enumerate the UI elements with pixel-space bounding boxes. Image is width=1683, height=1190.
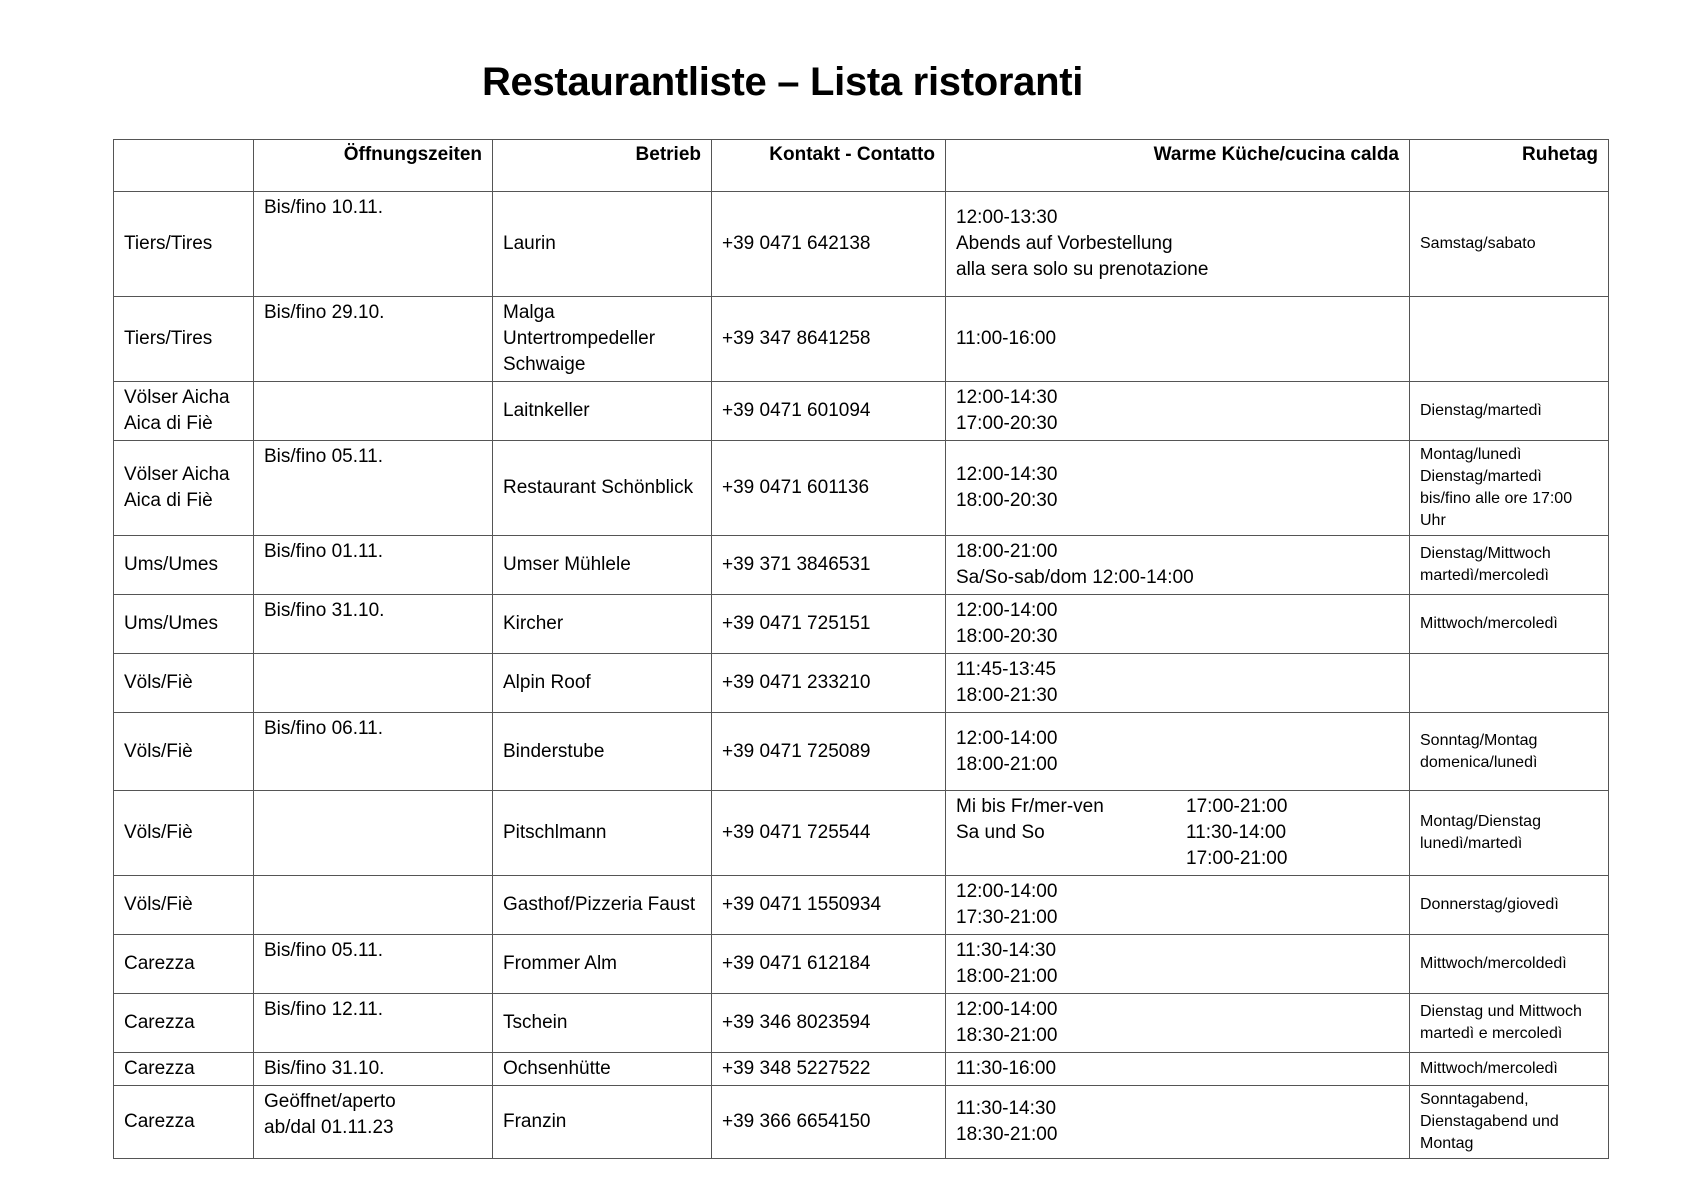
- business-cell: Frommer Alm: [493, 935, 712, 994]
- header-rest-day: Ruhetag: [1410, 140, 1609, 192]
- rest-day-cell: Dienstag/Mittwoch martedì/mercoledì: [1410, 536, 1609, 595]
- table-header: [114, 140, 1609, 192]
- table-row: [114, 1086, 1609, 1159]
- place-cell: Völs/Fiè: [114, 654, 254, 713]
- business-cell: Umser Mühlele: [493, 536, 712, 595]
- contact-cell: +39 347 8641258: [712, 297, 946, 382]
- rest-day-cell: Samstag/sabato: [1410, 192, 1609, 297]
- business-cell: Pitschlmann: [493, 791, 712, 876]
- opening-hours-cell: Bis/fino 06.11.: [254, 713, 493, 791]
- schedule-time: 11:30-14:00: [1186, 822, 1287, 843]
- hot-kitchen-cell: 12:00-13:30 Abends auf Vorbestellung alla sera solo su prenotazione: [946, 192, 1410, 297]
- place-cell: Tiers/Tires: [114, 297, 254, 382]
- hot-kitchen-cell: 12:00-14:00 18:00-21:00: [946, 713, 1410, 791]
- contact-cell: +39 0471 1550934: [712, 876, 946, 935]
- hot-kitchen-cell: 11:30-14:30 18:30-21:00: [946, 1086, 1410, 1159]
- schedule-time: 17:00-21:00: [1186, 848, 1288, 869]
- opening-hours-cell: [254, 791, 493, 876]
- place-cell: Carezza: [114, 935, 254, 994]
- place-cell: Ums/Umes: [114, 595, 254, 654]
- rest-day-cell: [1410, 654, 1609, 713]
- table-row: [114, 297, 1609, 382]
- business-cell: Ochsenhütte: [493, 1053, 712, 1086]
- table-row: [114, 441, 1609, 536]
- header-contact: Kontakt - Contatto: [712, 140, 946, 192]
- header-row: [114, 140, 1609, 192]
- opening-hours-cell: Bis/fino 31.10.: [254, 1053, 493, 1086]
- place-cell: Völs/Fiè: [114, 876, 254, 935]
- place-cell: Tiers/Tires: [114, 192, 254, 297]
- contact-cell: +39 346 8023594: [712, 994, 946, 1053]
- contact-cell: +39 366 6654150: [712, 1086, 946, 1159]
- table-row: [114, 935, 1609, 994]
- hot-kitchen-cell: 12:00-14:30 17:00-20:30: [946, 382, 1410, 441]
- table-row: [114, 876, 1609, 935]
- business-cell: Restaurant Schönblick: [493, 441, 712, 536]
- opening-hours-cell: Bis/fino 31.10.: [254, 595, 493, 654]
- business-cell: Malga Untertrompedeller Schwaige: [493, 297, 712, 382]
- schedule-label: [956, 846, 1186, 872]
- hot-kitchen-cell: 12:00-14:00 17:30-21:00: [946, 876, 1410, 935]
- business-cell: Laitnkeller: [493, 382, 712, 441]
- business-cell: Gasthof/Pizzeria Faust: [493, 876, 712, 935]
- contact-cell: +39 0471 725151: [712, 595, 946, 654]
- contact-cell: +39 371 3846531: [712, 536, 946, 595]
- hot-kitchen-cell: 12:00-14:00 18:30-21:00: [946, 994, 1410, 1053]
- header-place: [114, 140, 254, 192]
- schedule-label: Mi bis Fr/mer-ven: [956, 796, 1104, 817]
- place-cell: Carezza: [114, 1086, 254, 1159]
- rest-day-cell: Montag/Dienstag lunedì/martedì: [1410, 791, 1609, 876]
- page-title: Restaurantliste – Lista ristoranti: [481, 60, 1084, 104]
- contact-cell: +39 0471 233210: [712, 654, 946, 713]
- opening-hours-cell: Bis/fino 12.11.: [254, 994, 493, 1053]
- kitchen-schedule: [956, 794, 1399, 872]
- rest-day-cell: Sonntagabend, Dienstagabend und Montag: [1410, 1086, 1609, 1159]
- table-row: [114, 536, 1609, 595]
- place-cell: Carezza: [114, 994, 254, 1053]
- rest-day-cell: Mittwoch/mercoledì: [1410, 595, 1609, 654]
- header-business: Betrieb: [493, 140, 712, 192]
- opening-hours-cell: Bis/fino 01.11.: [254, 536, 493, 595]
- hot-kitchen-cell: 11:30-16:00: [946, 1053, 1410, 1086]
- rest-day-cell: Mittwoch/mercoldedì: [1410, 935, 1609, 994]
- contact-cell: +39 0471 612184: [712, 935, 946, 994]
- header-hot-kitchen: Warme Küche/cucina calda: [946, 140, 1410, 192]
- contact-cell: +39 0471 725089: [712, 713, 946, 791]
- table-row: [114, 192, 1609, 297]
- place-cell: Völser Aicha Aica di Fiè: [114, 382, 254, 441]
- rest-day-cell: Dienstag und Mittwoch martedì e mercoledì: [1410, 994, 1609, 1053]
- contact-cell: +39 0471 601094: [712, 382, 946, 441]
- contact-cell: +39 348 5227522: [712, 1053, 946, 1086]
- place-cell: Völs/Fiè: [114, 713, 254, 791]
- schedule-label: Sa und So: [956, 822, 1045, 843]
- place-cell: Völs/Fiè: [114, 791, 254, 876]
- rest-day-cell: Montag/lunedì Dienstag/martedì bis/fino alle ore 17:00 Uhr: [1410, 441, 1609, 536]
- place-cell: Carezza: [114, 1053, 254, 1086]
- place-cell: Ums/Umes: [114, 536, 254, 595]
- opening-hours-cell: [254, 382, 493, 441]
- table-row: [114, 713, 1609, 791]
- header-opening-hours: Öffnungszeiten: [254, 140, 493, 192]
- hot-kitchen-cell: 18:00-21:00 Sa/So-sab/dom 12:00-14:00: [946, 536, 1410, 595]
- table-row: [114, 595, 1609, 654]
- opening-hours-cell: Bis/fino 10.11.: [254, 192, 493, 297]
- business-cell: Franzin: [493, 1086, 712, 1159]
- restaurant-table: [113, 139, 1609, 1159]
- rest-day-cell: Mittwoch/mercoledì: [1410, 1053, 1609, 1086]
- business-cell: Laurin: [493, 192, 712, 297]
- hot-kitchen-cell: [946, 791, 1410, 876]
- business-cell: Kircher: [493, 595, 712, 654]
- table-row: [114, 1053, 1609, 1086]
- opening-hours-cell: Bis/fino 29.10.: [254, 297, 493, 382]
- business-cell: Alpin Roof: [493, 654, 712, 713]
- hot-kitchen-cell: 11:30-14:30 18:00-21:00: [946, 935, 1410, 994]
- table-row: [114, 382, 1609, 441]
- opening-hours-cell: Geöffnet/aperto ab/dal 01.11.23: [254, 1086, 493, 1159]
- hot-kitchen-cell: 12:00-14:00 18:00-20:30: [946, 595, 1410, 654]
- rest-day-cell: Dienstag/martedì: [1410, 382, 1609, 441]
- place-cell: Völser Aicha Aica di Fiè: [114, 441, 254, 536]
- contact-cell: +39 0471 601136: [712, 441, 946, 536]
- table-row: [114, 791, 1609, 876]
- opening-hours-cell: Bis/fino 05.11.: [254, 935, 493, 994]
- rest-day-cell: [1410, 297, 1609, 382]
- rest-day-cell: Sonntag/Montag domenica/lunedì: [1410, 713, 1609, 791]
- hot-kitchen-cell: 11:45-13:45 18:00-21:30: [946, 654, 1410, 713]
- contact-cell: +39 0471 642138: [712, 192, 946, 297]
- opening-hours-cell: [254, 876, 493, 935]
- hot-kitchen-cell: 12:00-14:30 18:00-20:30: [946, 441, 1410, 536]
- table-body: [114, 192, 1609, 1159]
- table-row: [114, 654, 1609, 713]
- opening-hours-cell: Bis/fino 05.11.: [254, 441, 493, 536]
- opening-hours-cell: [254, 654, 493, 713]
- business-cell: Tschein: [493, 994, 712, 1053]
- rest-day-cell: Donnerstag/giovedì: [1410, 876, 1609, 935]
- hot-kitchen-cell: 11:00-16:00: [946, 297, 1410, 382]
- contact-cell: +39 0471 725544: [712, 791, 946, 876]
- schedule-time: 17:00-21:00: [1186, 796, 1288, 817]
- business-cell: Binderstube: [493, 713, 712, 791]
- table-row: [114, 994, 1609, 1053]
